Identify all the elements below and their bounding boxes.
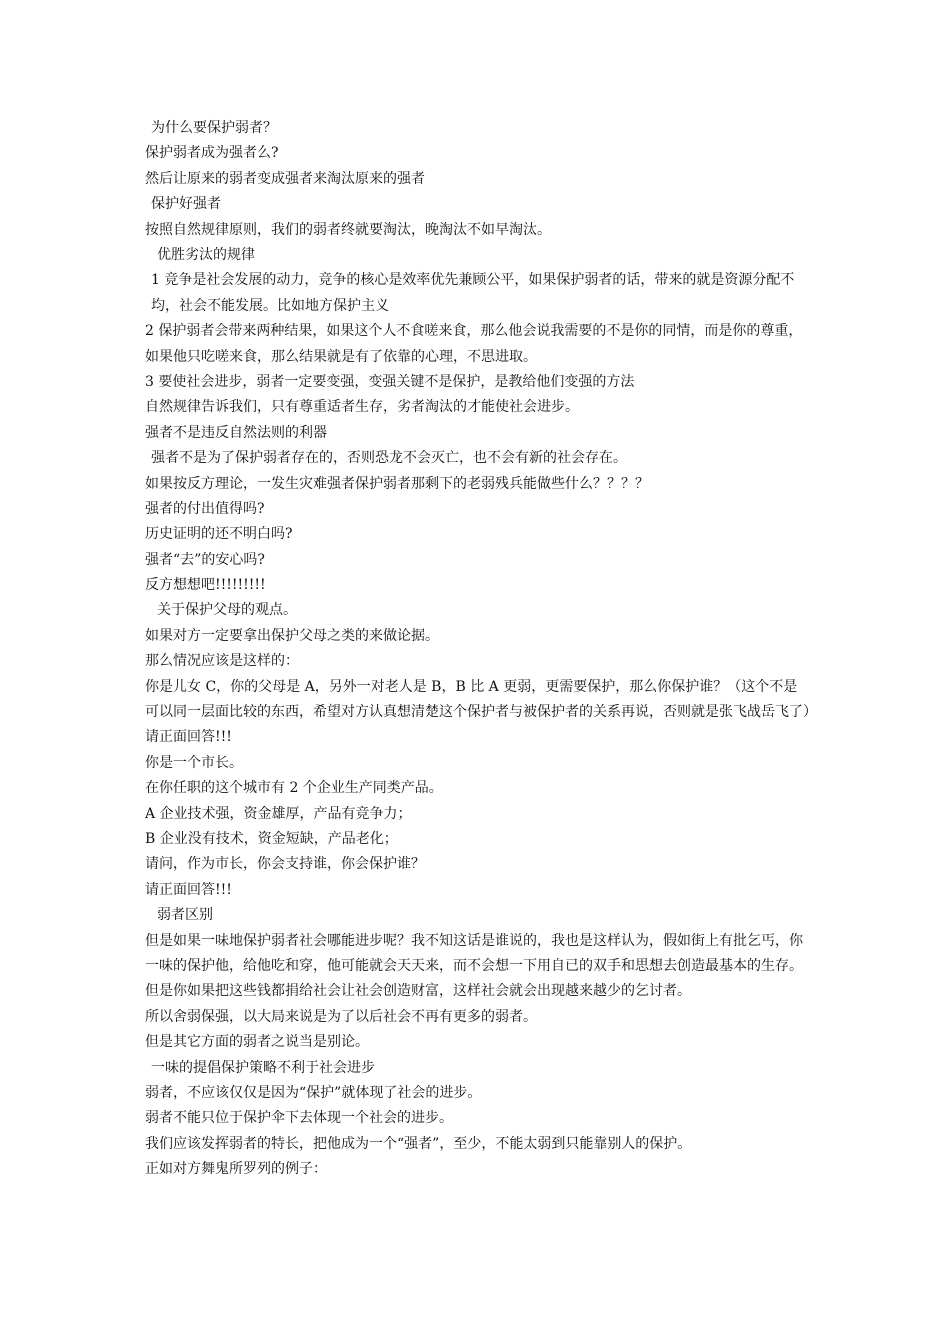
- heading-protection-policy: 一味的提倡保护策略不利于社会进步: [151, 1059, 375, 1076]
- heading-strong-not-violating: 强者不是违反自然法则的利器: [145, 424, 327, 441]
- paragraph-line: 强者“去”的安心吗?: [145, 551, 265, 568]
- point-2: 2 保护弱者会带来两种结果，如果这个人不食嗟来食，那么他会说我需要的不是你的同情，而是你的尊重，如果他只吃嗟来食，那么结果就是有了依靠的心理，不思进取。: [145, 323, 803, 365]
- document-body: [145, 116, 817, 1183]
- paragraph-line: 然后让原来的弱者变成强者来淘汰原来的强者: [145, 170, 425, 187]
- paragraph-line: 保护弱者成为强者么?: [145, 145, 279, 162]
- paragraph-line: 你是一个市长。: [145, 754, 243, 771]
- paragraph-line: A 企业技术强，资金雄厚，产品有竞争力；: [145, 805, 412, 822]
- paragraph-line: 弱者不能只位于保护伞下去体现一个社会的进步。: [145, 1110, 453, 1127]
- heading-why-protect-weak: 为什么要保护弱者？: [151, 120, 277, 136]
- heading-survival-of-fittest: 优胜劣汰的规律: [157, 246, 255, 263]
- paragraph-line: 所以舍弱保强，以大局来说是为了以后社会不再有更多的弱者。: [145, 1008, 537, 1025]
- paragraph-line: 请问，作为市长，你会支持谁，你会保护谁？: [145, 856, 425, 873]
- paragraph-line: 按照自然规律原则，我们的弱者终就要淘汰，晚淘汰不如早淘汰。: [145, 221, 551, 238]
- paragraph-line: 历史证明的还不明白吗?: [145, 526, 293, 543]
- point-1: 1 竞争是社会发展的动力，竞争的核心是效率优先兼顾公平，如果保护弱者的话，带来的就是资源分配不均，社会不能发展。比如地方保护主义: [151, 272, 795, 314]
- paragraph-beggar-example: 但是如果一味地保护弱者社会哪能进步呢？我不知这话是谁说的，我也是这样认为，假如街上有批乞丐，你一味的保护他，给他吃和穿，他可能就会天天来，而不会想一下用自已的双手和思想去创造最基本的生存。: [145, 932, 803, 974]
- paragraph-line: 自然规律告诉我们，只有尊重适者生存，劣者淘汰的才能使社会进步。: [145, 399, 579, 416]
- paragraph-parents-question: 你是儿女 C，你的父母是 A，另外一对老人是 B，B 比 A 更弱，更需要保护，那么你保护谁？（这个不是可以同一层面比较的东西，希望对方认真想清楚这个保护者与被保护者的关系再说，否则就是张飞战岳飞了）: [145, 678, 817, 721]
- paragraph-line: 但是其它方面的弱者之说当是别论。: [145, 1034, 369, 1051]
- paragraph-line: 那么情况应该是这样的：: [145, 653, 299, 670]
- paragraph-line: 强者的付出值得吗?: [145, 500, 265, 517]
- paragraph-line: 如果按反方理论，一发生灾难强者保护弱者那剩下的老弱残兵能做些什么？？？？: [145, 475, 649, 492]
- heading-protect-parents: 关于保护父母的观点。: [157, 602, 297, 619]
- paragraph-line: 如果对方一定要拿出保护父母之类的来做论据。: [145, 627, 439, 644]
- paragraph-line: 弱者，不应该仅仅是因为“保护”就体现了社会的进步。: [145, 1084, 482, 1101]
- heading-weak-distinction: 弱者区别: [157, 907, 213, 924]
- paragraph-line: 在你任职的这个城市有 2 个企业生产同类产品。: [145, 780, 443, 797]
- paragraph-line: 我们应该发挥弱者的特长，把他成为一个“强者”，至少，不能太弱到只能靠别人的保护。: [145, 1135, 692, 1152]
- heading-protect-strong: 保护好强者: [151, 196, 221, 213]
- paragraph-line: 请正面回答!!!: [145, 881, 232, 898]
- paragraph-line: B 企业没有技术，资金短缺，产品老化；: [145, 831, 398, 848]
- paragraph-line: 请正面回答!!!: [145, 729, 232, 746]
- paragraph-line: 但是你如果把这些钱都捐给社会让社会创造财富，这样社会就会出现越来越少的乞讨者。: [145, 983, 691, 1000]
- point-3: 3 要使社会进步，弱者一定要变强，变强关键不是保护，是教给他们变强的方法: [145, 373, 635, 390]
- paragraph-line: 正如对方舞鬼所罗列的例子：: [145, 1161, 327, 1178]
- paragraph-line: 反方想想吧!!!!!!!!!: [145, 577, 266, 594]
- paragraph-line: 强者不是为了保护弱者存在的，否则恐龙不会灭亡，也不会有新的社会存在。: [151, 450, 627, 467]
